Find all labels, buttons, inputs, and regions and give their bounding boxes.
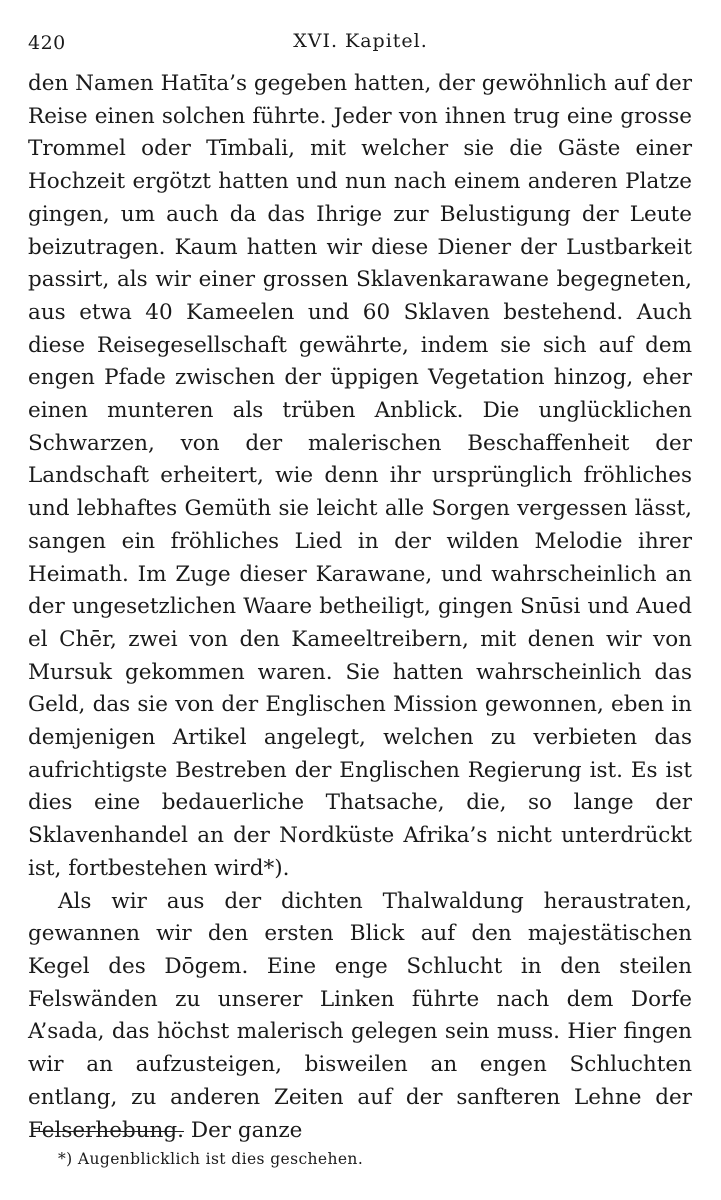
chapter-title: XVI. Kapitel. xyxy=(293,30,428,52)
footnote: *) Augenblicklich ist dies geschehen. xyxy=(58,1150,364,1168)
page-number: 420 xyxy=(28,32,66,54)
paragraph-continued: den Namen Hatīta’s gegeben hatten, der gewöhnlich auf der Reise einen solchen führte. Jeder von ihnen trug eine grosse Trommel oder Tīmbali, mit welcher sie die Gäste einer Hochzeit ergötzt hatten und nun nach einem anderen Platze gingen, um auch da das Ihrige zur Belustigung der Leute beizutragen. Kaum hatten wir diese Diener der Lustbarkeit passirt, als wir einer grossen Sklavenkarawane begegneten, aus etwa 40 Kameelen und 60 Sklaven bestehend. Auch diese Reisegesellschaft gewährte, indem sie sich auf dem engen Pfade zwischen der üppigen Vegetation hinzog, eher einen munteren als trüben Anblick. Die unglücklichen Schwarzen, von der malerischen Beschaffenheit der Landschaft erheitert, wie denn ihr ursprünglich fröhliches und lebhaftes Gemüth sie leicht alle Sorgen vergessen lässt, sangen ein fröhliches Lied in der wilden Melodie ihrer Heimath. Im Zuge dieser Karawane, und wahrscheinlich an der ungesetzlichen Waare betheiligt, gingen Snūsi und Aued el Chēr, zwei von den Kameeltreibern, mit denen wir von Mursuk gekommen waren. Sie hatten wahrscheinlich das Geld, das sie von der Englischen Mission gewonnen, eben in demjenigen Artikel angelegt, welchen zu verbieten das aufrichtigste Bestreben der Englischen Regierung ist. Es ist dies eine bedauerliche Thatsache, die, so lange der Sklavenhandel an der Nordküste Afrika’s nicht unterdrückt ist, fortbestehen wird*). xyxy=(28,71,692,881)
footnote-divider xyxy=(32,1131,184,1132)
paragraph: Als wir aus der dichten Thalwaldung heraustraten, gewannen wir den ersten Blick auf den majestätischen Kegel des Dōgem. Eine enge Schlucht in den steilen Felswänden zu unserer Linken führte nach dem Dorfe A’sada, das höchst malerisch gelegen sein muss. Hier fingen wir an aufzusteigen, bisweilen an engen Schluchten entlang, zu anderen Zeiten auf der sanfteren Lehne der Felserhebung. Der ganze xyxy=(28,888,692,1143)
running-head xyxy=(28,26,693,56)
body-text xyxy=(28,68,692,1147)
